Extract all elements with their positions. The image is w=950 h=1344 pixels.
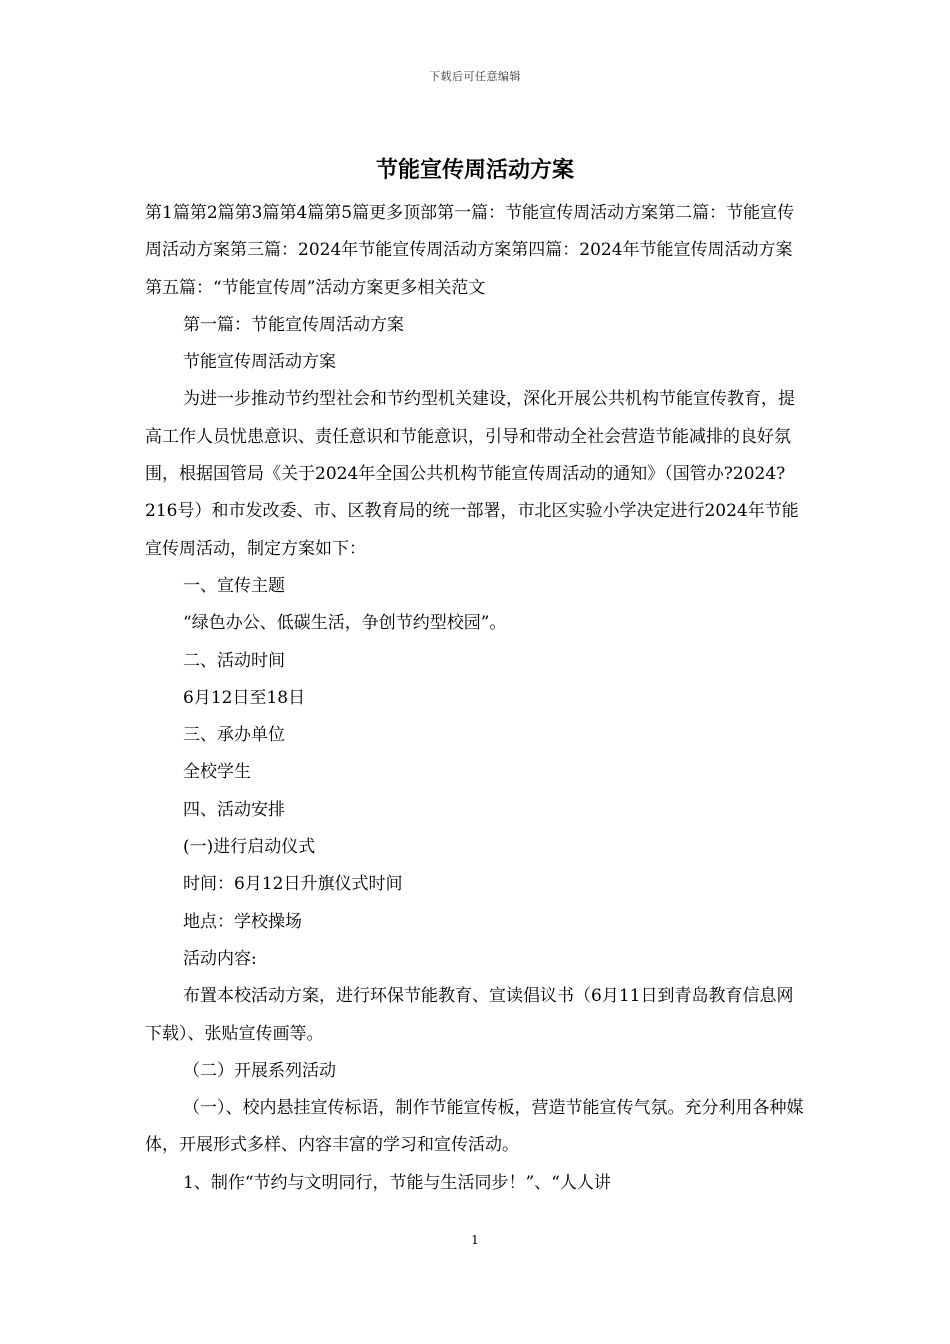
subsection-heading: (一)进行启动仪式 [183, 837, 316, 858]
section-heading: 一、宣传主题 [183, 575, 285, 596]
section-heading: 二、活动时间 [183, 650, 285, 671]
page-header: 下载后可任意编辑 [429, 70, 521, 83]
subsection-title: 节能宣传周活动方案 [183, 352, 336, 373]
page-number: 1 [471, 1233, 479, 1247]
body-paragraph: 为进一步推动节约型社会和节约型机关建设，深化开展公共机构节能宣传教育，提高工作人员忧患意识、责任意识和节能意识，引导和带动全社会营造节能减排的良好氛围，根据国管局《关于2024年全国公共机构节能宣传周活动的通知》（国管办?2024?216号）和市发改委、市、区教育局的统一部署，市北区实验小学决定进行2024年节能宣传周活动，制定方案如下： [145, 389, 799, 559]
body-paragraph: “绿色办公、低碳生活，争创节约型校园”。 [183, 613, 507, 634]
body-paragraph: 活动内容: [183, 948, 257, 969]
body-paragraph: 时间：6月12日升旗仪式时间 [183, 874, 403, 895]
section-heading: 第一篇：节能宣传周活动方案 [183, 314, 404, 335]
section-heading: 三、承办单位 [183, 725, 285, 746]
body-paragraph: 地点：学校操场 [183, 911, 302, 932]
document-title: 节能宣传周活动方案 [375, 157, 574, 183]
body-paragraph: 6月12日至18日 [183, 687, 306, 708]
document-body [145, 195, 805, 1202]
body-paragraph: （一）、校内悬挂宣传标语，制作节能宣传板，营造节能宣传气氛。充分利用各种媒体，开展形式多样、内容丰富的学习和宣传活动。 [145, 1098, 804, 1156]
body-paragraph: 全校学生 [183, 762, 251, 783]
table-of-contents-paragraph: 第1篇第2篇第3篇第4篇第5篇更多顶部第一篇：节能宣传周活动方案第二篇：节能宣传周活动方案第三篇：2024年节能宣传周活动方案第四篇：2024年节能宣传周活动方案第五篇：“节能宣传周”活动方案更多相关范文 [145, 203, 795, 298]
body-paragraph: 1、制作“节约与文明同行，节能与生活同步！”、“人人讲 [183, 1172, 611, 1193]
subsection-heading: （二）开展系列活动 [183, 1060, 336, 1081]
body-paragraph: 布置本校活动方案，进行环保节能教育、宣读倡议书（6月11日到青岛教育信息网下载）、张贴宣传画等。 [145, 986, 794, 1044]
section-heading: 四、活动安排 [183, 799, 285, 820]
